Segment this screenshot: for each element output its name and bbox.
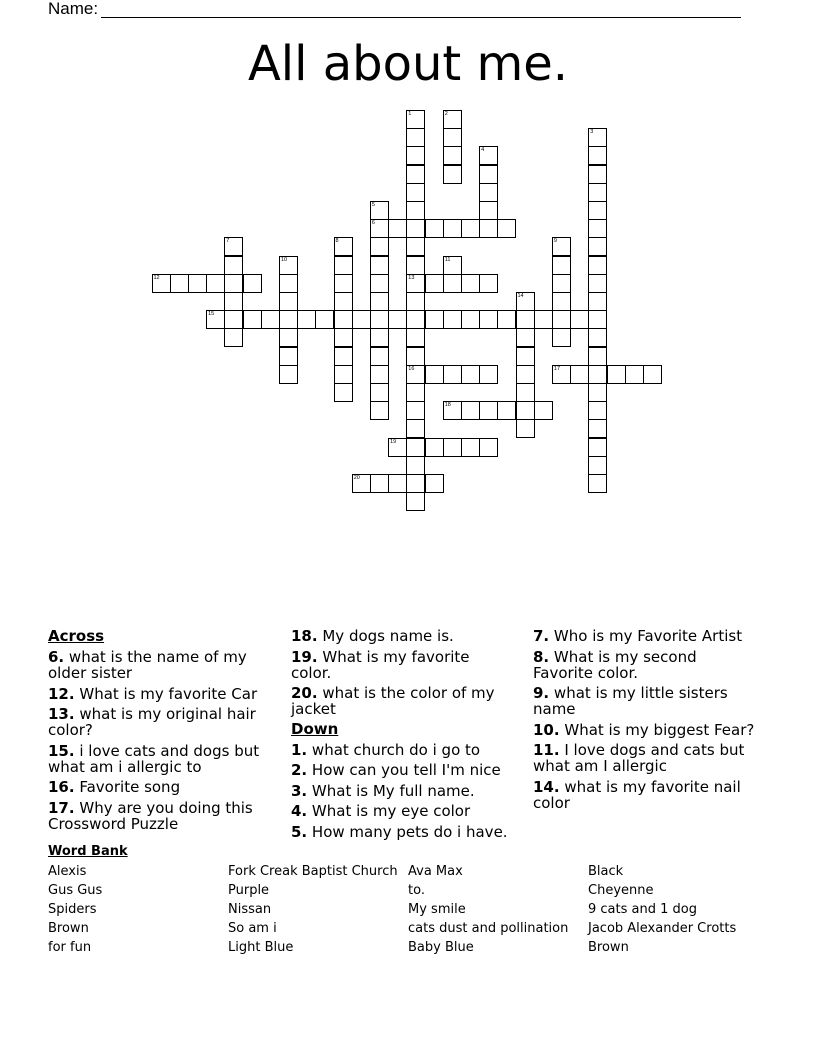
- crossword-cell[interactable]: [516, 328, 535, 347]
- crossword-cell[interactable]: [352, 310, 371, 329]
- crossword-cell[interactable]: [406, 328, 425, 347]
- clue-item: [48, 649, 270, 681]
- crossword-cell[interactable]: [406, 237, 425, 256]
- word-bank-entry: Baby Blue: [408, 940, 474, 955]
- crossword-cell[interactable]: [516, 310, 535, 329]
- clue-number: 11.: [533, 741, 560, 759]
- crossword-cell[interactable]: [461, 438, 480, 457]
- crossword-cell[interactable]: [279, 274, 298, 293]
- crossword-cell[interactable]: [516, 365, 535, 384]
- crossword-cell[interactable]: [461, 365, 480, 384]
- crossword-cell[interactable]: [516, 383, 535, 402]
- crossword-cell[interactable]: [588, 128, 607, 147]
- crossword-cell[interactable]: [516, 292, 535, 311]
- clue-number: 6.: [48, 648, 65, 666]
- clue-number: 2.: [291, 761, 308, 779]
- word-bank-entry: Cheyenne: [588, 883, 654, 898]
- clue-number-label: 20: [353, 475, 360, 481]
- word-bank-column-2: [228, 863, 398, 958]
- clue-text: How can you tell I'm nice: [311, 761, 501, 779]
- crossword-cell[interactable]: [406, 201, 425, 220]
- crossword-cell[interactable]: [406, 256, 425, 275]
- clue-number-label: 16: [408, 365, 415, 372]
- crossword-cell[interactable]: [406, 419, 425, 438]
- word-bank-entry: Black: [588, 864, 624, 879]
- crossword-cell[interactable]: [570, 310, 589, 329]
- clue-text: My dogs name is.: [322, 627, 454, 645]
- crossword-cell[interactable]: [406, 274, 425, 293]
- crossword-cell[interactable]: [370, 201, 389, 220]
- crossword-cell[interactable]: [224, 256, 243, 275]
- crossword-cell[interactable]: [479, 274, 498, 293]
- word-bank-entry: So am i: [228, 921, 277, 936]
- crossword-cell[interactable]: [588, 383, 607, 402]
- clues-column-1: [48, 628, 270, 836]
- crossword-cell[interactable]: [425, 438, 444, 457]
- crossword-cell[interactable]: [334, 347, 353, 366]
- crossword-cell[interactable]: [479, 401, 498, 420]
- clue-number-label: 1: [408, 111, 412, 117]
- crossword-cell[interactable]: [479, 219, 498, 238]
- crossword-cell[interactable]: [334, 328, 353, 347]
- word-bank-entry: Fork Creak Baptist Church: [228, 864, 398, 879]
- crossword-cell[interactable]: [552, 365, 571, 384]
- crossword-cell[interactable]: [425, 274, 444, 293]
- crossword-cell[interactable]: [516, 347, 535, 366]
- crossword-cell[interactable]: [552, 274, 571, 293]
- crossword-cell[interactable]: [370, 237, 389, 256]
- clue-text: What is my second Favorite color.: [533, 647, 697, 682]
- crossword-cell[interactable]: [588, 365, 607, 384]
- word-bank-column-1: [48, 863, 102, 958]
- crossword-cell[interactable]: [497, 219, 516, 238]
- clue-number: 7.: [533, 627, 550, 645]
- word-bank-entry: 9 cats and 1 dog: [588, 902, 697, 917]
- clue-item: [533, 779, 758, 811]
- clue-number-label: 7: [226, 238, 230, 245]
- clue-number-label: 6: [371, 220, 375, 227]
- crossword-cell[interactable]: [443, 401, 462, 420]
- crossword-cell[interactable]: [334, 237, 353, 256]
- clue-item: [533, 628, 758, 644]
- clue-number-label: 2: [444, 111, 448, 117]
- word-bank-entry: Alexis: [48, 864, 87, 879]
- crossword-cell[interactable]: [479, 438, 498, 457]
- clue-text: what is my original hair color?: [48, 705, 256, 739]
- crossword-cell[interactable]: [279, 256, 298, 275]
- crossword-cell[interactable]: [224, 274, 243, 293]
- crossword-cell[interactable]: [370, 365, 389, 384]
- clue-number: 18.: [291, 627, 318, 645]
- clue-number-label: 12: [153, 274, 160, 281]
- clue-number-label: 10: [280, 256, 288, 263]
- crossword-cell[interactable]: [406, 310, 425, 329]
- crossword-cell[interactable]: [588, 328, 607, 347]
- crossword-cell[interactable]: [479, 183, 498, 202]
- word-bank-entry: Brown: [48, 921, 89, 936]
- clue-number-label: 11: [444, 256, 451, 263]
- crossword-cell[interactable]: [588, 146, 607, 165]
- clue-item: [291, 824, 513, 840]
- crossword-cell[interactable]: [261, 310, 280, 329]
- clue-number-label: 9: [553, 238, 557, 245]
- crossword-cell[interactable]: [388, 310, 407, 329]
- crossword-cell[interactable]: [588, 474, 607, 493]
- clue-text: Who is my Favorite Artist: [553, 627, 743, 645]
- crossword-cell[interactable]: [552, 310, 571, 329]
- crossword-cell[interactable]: [534, 310, 553, 329]
- crossword-cell[interactable]: [334, 256, 353, 275]
- clue-number: 12.: [48, 684, 75, 703]
- clue-item: [291, 762, 513, 778]
- clues-column-3: [533, 628, 758, 815]
- crossword-cell[interactable]: [443, 438, 462, 457]
- crossword-cell[interactable]: [406, 383, 425, 402]
- crossword-cell[interactable]: [607, 365, 626, 384]
- crossword-cell[interactable]: [406, 183, 425, 202]
- clue-item: [291, 628, 513, 644]
- crossword-cell[interactable]: [334, 365, 353, 384]
- crossword-cell[interactable]: [279, 292, 298, 311]
- clue-number: 4.: [291, 802, 308, 820]
- crossword-cell[interactable]: [388, 219, 407, 238]
- crossword-cell[interactable]: [352, 474, 371, 493]
- clue-item: [533, 722, 758, 738]
- clue-item: [291, 742, 513, 758]
- crossword-cell[interactable]: [443, 146, 462, 165]
- crossword-cell[interactable]: [425, 310, 444, 329]
- clue-text: What is my eye color: [311, 802, 471, 820]
- clue-text: what is my favorite nail color: [533, 777, 741, 812]
- crossword-cell[interactable]: [552, 237, 571, 256]
- clue-text: what is the color of my jacket: [291, 684, 495, 718]
- crossword-cell[interactable]: [588, 201, 607, 220]
- clue-text: what is the name of my older sister: [48, 648, 247, 682]
- crossword-cell[interactable]: [188, 274, 207, 293]
- crossword-cell[interactable]: [370, 401, 389, 420]
- clue-number-label: 3: [590, 129, 594, 136]
- crossword-cell[interactable]: [388, 474, 407, 493]
- clue-item: [291, 803, 513, 819]
- clue-number: 20.: [291, 684, 318, 702]
- crossword-cell[interactable]: [279, 347, 298, 366]
- clue-number: 17.: [48, 798, 75, 817]
- word-bank-column-4: [588, 863, 736, 958]
- crossword-cell[interactable]: [461, 401, 480, 420]
- crossword-cell[interactable]: [406, 456, 425, 475]
- crossword-cell[interactable]: [370, 274, 389, 293]
- clue-number-label: 14: [517, 293, 524, 299]
- clue-number: 9.: [533, 684, 550, 702]
- crossword-cell[interactable]: [279, 310, 298, 329]
- across-heading: Across: [48, 627, 105, 645]
- word-bank-column-3: [408, 863, 568, 958]
- crossword-cell[interactable]: [588, 183, 607, 202]
- crossword-cell[interactable]: [334, 274, 353, 293]
- clue-text: Why are you doing this Crossword Puzzle: [48, 798, 253, 833]
- clue-number: 15.: [48, 741, 75, 760]
- clue-number: 5.: [291, 822, 308, 841]
- clue-text: What is my biggest Fear?: [564, 720, 755, 739]
- crossword-cell[interactable]: [443, 110, 462, 129]
- crossword-cell[interactable]: [588, 347, 607, 366]
- crossword-cell[interactable]: [224, 292, 243, 311]
- crossword-cell[interactable]: [170, 274, 189, 293]
- crossword-cell[interactable]: [206, 310, 225, 329]
- crossword-cell[interactable]: [461, 274, 480, 293]
- clue-text: What is my favorite Car: [79, 684, 258, 703]
- word-bank-entry: cats dust and pollination: [408, 921, 569, 936]
- crossword-cell[interactable]: [588, 292, 607, 311]
- crossword-cell[interactable]: [279, 365, 298, 384]
- crossword-cell[interactable]: [406, 165, 425, 184]
- clue-number-label: 19: [390, 438, 397, 445]
- crossword-cell[interactable]: [552, 328, 571, 347]
- page-title: All about me.: [247, 36, 569, 92]
- crossword-cell[interactable]: [588, 274, 607, 293]
- crossword-cell[interactable]: [370, 474, 389, 493]
- clue-number-label: 4: [481, 147, 485, 154]
- crossword-cell[interactable]: [406, 219, 425, 238]
- crossword-cell[interactable]: [443, 256, 462, 275]
- crossword-cell[interactable]: [388, 438, 407, 457]
- crossword-cell[interactable]: [406, 492, 425, 511]
- crossword-cell[interactable]: [588, 310, 607, 329]
- crossword-cell[interactable]: [370, 383, 389, 402]
- crossword-cell[interactable]: [406, 401, 425, 420]
- crossword-cell[interactable]: [461, 219, 480, 238]
- clue-item: [533, 742, 758, 774]
- crossword-cell[interactable]: [443, 165, 462, 184]
- clues-column-2: [291, 628, 513, 844]
- word-bank-entry: Gus Gus: [48, 883, 103, 898]
- clue-text: i love cats and dogs but what am i allergic to: [48, 741, 260, 776]
- clue-number: 10.: [533, 720, 560, 739]
- clue-number: 1.: [291, 740, 308, 759]
- clue-number: 19.: [291, 647, 318, 666]
- crossword-cell[interactable]: [206, 274, 225, 293]
- crossword-cell[interactable]: [588, 438, 607, 457]
- clue-text: How many pets do i have.: [311, 822, 508, 841]
- crossword-cell[interactable]: [552, 292, 571, 311]
- crossword-cell[interactable]: [479, 201, 498, 220]
- word-bank-entry: Brown: [588, 940, 629, 955]
- crossword-cell[interactable]: [315, 310, 334, 329]
- crossword-cell[interactable]: [425, 365, 444, 384]
- crossword-cell[interactable]: [406, 365, 425, 384]
- crossword-cell[interactable]: [406, 438, 425, 457]
- crossword-cell[interactable]: [461, 310, 480, 329]
- clue-number-label: 17: [553, 365, 561, 372]
- crossword-cell[interactable]: [370, 256, 389, 275]
- crossword-cell[interactable]: [479, 146, 498, 165]
- crossword-cell[interactable]: [406, 347, 425, 366]
- word-bank-entry: Nissan: [228, 902, 272, 917]
- word-bank-entry: My smile: [408, 902, 466, 917]
- word-bank-entry: for fun: [48, 940, 92, 955]
- crossword-cell[interactable]: [224, 310, 243, 329]
- crossword-cell[interactable]: [534, 401, 553, 420]
- clue-text: What is My full name.: [311, 781, 475, 800]
- crossword-cell[interactable]: [443, 310, 462, 329]
- clue-number: 3.: [291, 781, 308, 800]
- crossword-cell[interactable]: [370, 292, 389, 311]
- crossword-cell[interactable]: [588, 256, 607, 275]
- crossword-cell[interactable]: [334, 292, 353, 311]
- clue-item: [291, 783, 513, 799]
- crossword-cell[interactable]: [443, 219, 462, 238]
- clue-number: 8.: [533, 647, 550, 666]
- crossword-cell[interactable]: [443, 128, 462, 147]
- crossword-cell[interactable]: [370, 347, 389, 366]
- crossword-cell[interactable]: [370, 328, 389, 347]
- crossword-cell[interactable]: [406, 292, 425, 311]
- clue-number-label: 5: [371, 202, 375, 208]
- crossword-cell[interactable]: [279, 328, 298, 347]
- crossword-cell[interactable]: [516, 401, 535, 420]
- word-bank-entry: Jacob Alexander Crotts: [588, 921, 737, 936]
- crossword-cell[interactable]: [443, 365, 462, 384]
- crossword-cell[interactable]: [588, 401, 607, 420]
- clue-number: 13.: [48, 705, 75, 723]
- word-bank-entry: Light Blue: [228, 940, 294, 955]
- crossword-cell[interactable]: [588, 419, 607, 438]
- crossword-cell[interactable]: [588, 219, 607, 238]
- crossword-cell[interactable]: [152, 274, 171, 293]
- crossword-cell[interactable]: [479, 165, 498, 184]
- crossword-cell[interactable]: [588, 165, 607, 184]
- crossword-cell[interactable]: [297, 310, 316, 329]
- crossword-cell[interactable]: [497, 310, 516, 329]
- crossword-cell[interactable]: [406, 474, 425, 493]
- crossword-cell[interactable]: [643, 365, 662, 384]
- word-bank-title: Word Bank: [48, 844, 128, 859]
- name-label: Name:: [48, 0, 99, 18]
- clue-item: [291, 685, 513, 717]
- crossword-cell[interactable]: [425, 474, 444, 493]
- crossword-cell[interactable]: [243, 310, 262, 329]
- down-heading: Down: [291, 719, 339, 738]
- crossword-cell[interactable]: [406, 146, 425, 165]
- crossword-cell[interactable]: [406, 110, 425, 129]
- clue-item: [48, 779, 270, 795]
- clue-text: what church do i go to: [311, 740, 481, 759]
- clue-text: what is my little sisters name: [533, 684, 728, 718]
- crossword-cell[interactable]: [425, 219, 444, 238]
- word-bank-entry: Spiders: [48, 902, 97, 917]
- clue-number-label: 15: [208, 311, 215, 318]
- clue-item: [291, 649, 513, 681]
- clue-number-label: 13: [408, 274, 415, 281]
- crossword-cell[interactable]: [334, 310, 353, 329]
- clue-item: [533, 685, 758, 717]
- clue-text: Favorite song: [79, 778, 181, 796]
- crossword-cell[interactable]: [570, 365, 589, 384]
- crossword-cell[interactable]: [479, 365, 498, 384]
- crossword-cell[interactable]: [625, 365, 644, 384]
- crossword-cell[interactable]: [552, 256, 571, 275]
- crossword-cell[interactable]: [224, 237, 243, 256]
- clue-item: [48, 800, 270, 832]
- clue-item: [533, 649, 758, 681]
- word-bank-entry: Purple: [228, 883, 270, 898]
- crossword-cell[interactable]: [588, 237, 607, 256]
- clue-item: [48, 706, 270, 738]
- word-bank-entry: to.: [408, 883, 425, 898]
- crossword-cell[interactable]: [516, 419, 535, 438]
- crossword-cell[interactable]: [443, 274, 462, 293]
- clue-number-label: 8: [335, 238, 339, 245]
- clue-number-label: 18: [444, 402, 451, 409]
- crossword-cell[interactable]: [479, 310, 498, 329]
- crossword-cell[interactable]: [224, 328, 243, 347]
- crossword-cell[interactable]: [370, 219, 389, 238]
- clue-item: [48, 743, 270, 775]
- word-bank-entry: Ava Max: [408, 864, 463, 879]
- crossword-cell[interactable]: [406, 128, 425, 147]
- crossword-cell[interactable]: [588, 456, 607, 475]
- clue-number: 14.: [533, 777, 560, 796]
- crossword-cell[interactable]: [243, 274, 262, 293]
- clue-item: [48, 686, 270, 702]
- crossword-cell[interactable]: [334, 383, 353, 402]
- crossword-cell[interactable]: [497, 401, 516, 420]
- crossword-cell[interactable]: [370, 310, 389, 329]
- clue-text: What is my favorite color.: [291, 647, 470, 682]
- clue-number: 16.: [48, 778, 75, 796]
- clue-text: I love dogs and cats but what am I allergic: [533, 741, 745, 775]
